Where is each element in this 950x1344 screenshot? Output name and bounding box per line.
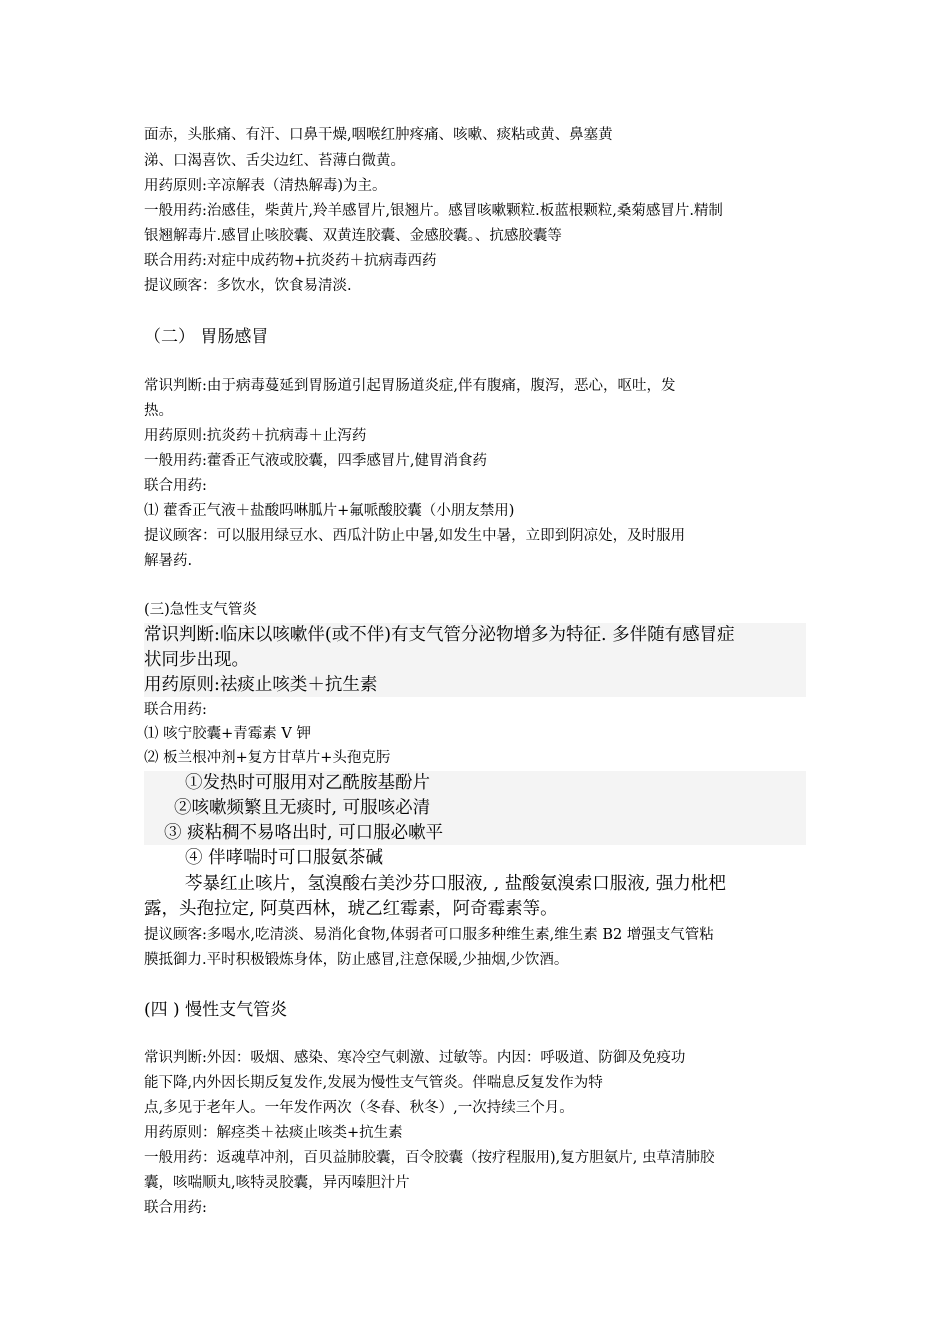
text-line: 联合用药: (144, 478, 207, 494)
text-line: ⑴ 咳宁胶囊+青霉素 V 钾 (144, 726, 311, 742)
text-line: ⑵ 板兰根冲剂+复方甘草片+头孢克肟 (144, 750, 391, 766)
section-heading: （二） 胃肠感冒 (144, 327, 269, 347)
text-line: 用药原则:祛痰止咳类＋抗生素 (144, 675, 378, 695)
text-line: 露，头孢拉定, 阿莫西林，琥乙红霉素，阿奇霉素等。 (144, 899, 558, 919)
text-line: 囊，咳喘顺丸,咳特灵胶囊，异丙嗪胆汁片 (144, 1175, 410, 1191)
text-line: 芩暴红止咳片，氢溴酸右美沙芬口服液, , 盐酸氨溴索口服液, 强力枇杷 (185, 874, 726, 894)
section-heading: (三)急性支气管炎 (144, 602, 257, 618)
text-line: 常识判断:由于病毒蔓延到胃肠道引起胃肠道炎症,伴有腹痛，腹泻，恶心，呕吐，发 (144, 378, 676, 394)
text-line: 解暑药. (144, 553, 193, 569)
text-line: 状同步出现。 (144, 650, 249, 670)
text-line: 联合用药:对症中成药物+抗炎药＋抗病毒西药 (144, 253, 437, 269)
section-heading: (四 ) 慢性支气管炎 (144, 1000, 288, 1020)
text-line: 一般用药：返魂草冲剂，百贝益肺胶囊，百令胶囊（按疗程服用),复方胆氨片, 虫草清肺胶 (144, 1150, 715, 1166)
text-line: 能下降,内外因长期反复发作,发展为慢性支气管炎。伴喘息反复发作为特 (144, 1075, 603, 1091)
text-line: 一般用药:藿香正气液或胶囊，四季感冒片,健胃消食药 (144, 453, 487, 469)
text-line: 一般用药:治感佳，柴黄片,羚羊感冒片,银翘片。感冒咳嗽颗粒.板蓝根颗粒,桑菊感冒片.精制 (144, 203, 723, 219)
text-line: 银翘解毒片.感冒止咳胶囊、双黄连胶囊、金感胶囊。、抗感胶囊等 (144, 228, 562, 244)
text-line: 用药原则：解痉类＋祛痰止咳类+抗生素 (144, 1125, 403, 1141)
text-line: 用药原则:辛凉解表（清热解毒)为主。 (144, 178, 387, 194)
text-line: 膜抵御力.平时积极锻炼身体，防止感冒,注意保暖,少抽烟,少饮酒。 (144, 952, 569, 968)
text-line: ②咳嗽频繁且无痰时, 可服咳必清 (174, 798, 431, 818)
text-line: ③ 痰粘稠不易咯出时, 可口服必嗽平 (164, 823, 444, 843)
text-line: 联合用药: (144, 702, 207, 718)
text-line: 提议顾客：可以服用绿豆水、西瓜汁防止中暑,如发生中暑，立即到阴凉处，及时服用 (144, 528, 686, 544)
text-line: 常识判断:临床以咳嗽伴(或不伴)有支气管分泌物增多为特征. 多伴随有感冒症 (144, 625, 735, 645)
text-line: 热。 (144, 403, 173, 419)
text-line: ⑴ 藿香正气液＋盐酸吗啉胍片+氟哌酸胶囊（小朋友禁用) (144, 503, 515, 519)
text-line: ④ 伴哮喘时可口服氨茶碱 (185, 848, 384, 868)
text-line: 用药原则:抗炎药＋抗病毒＋止泻药 (144, 428, 367, 444)
text-line: 点,多见于老年人。一年发作两次（冬春、秋冬）,一次持续三个月。 (144, 1100, 574, 1116)
text-line: 提议顾客:多喝水,吃清淡、易消化食物,体弱者可口服多种维生素,维生素 B2 增强支气管粘 (144, 927, 714, 943)
text-line: 提议顾客：多饮水，饮食易清淡. (144, 278, 352, 294)
text-line: 联合用药: (144, 1200, 207, 1216)
text-line: ①发热时可服用对乙酰胺基酚片 (185, 773, 430, 793)
text-line: 面赤，头胀痛、有汗、口鼻干燥,咽喉红肿疼痛、咳嗽、痰粘或黄、鼻塞黄 (144, 127, 613, 143)
text-line: 常识判断:外因：吸烟、感染、寒冷空气刺激、过敏等。内因：呼吸道、防御及免疫功 (144, 1050, 686, 1066)
text-line: 涕、口渴喜饮、舌尖边红、苔薄白微黄。 (144, 153, 405, 169)
